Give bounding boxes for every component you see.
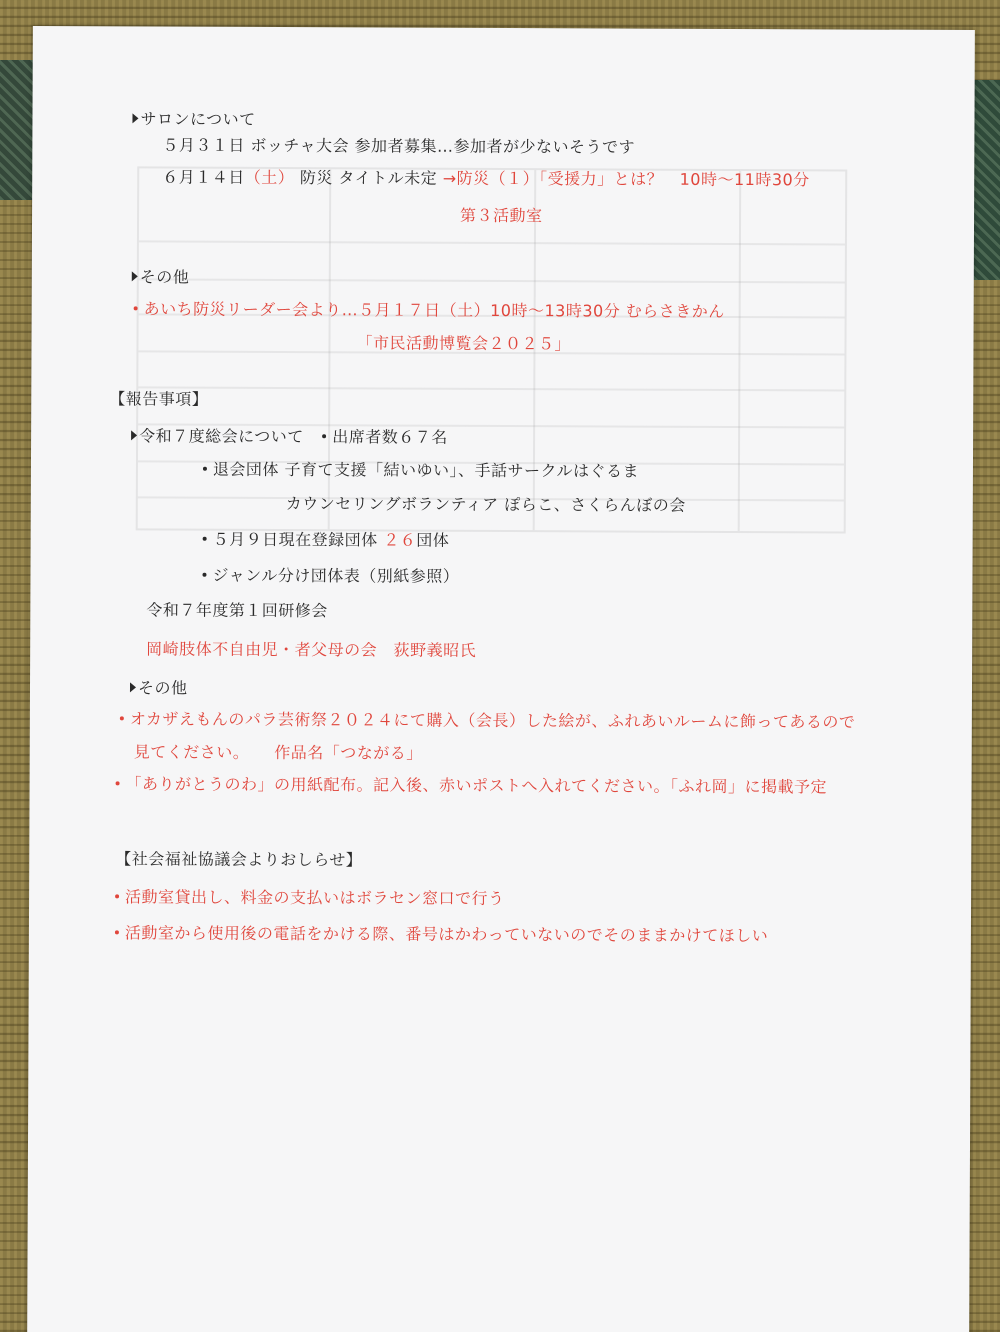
salon-line-bocce: ５月３１日 ボッチャ大会 参加者募集…参加者が少ないそうです xyxy=(162,135,636,157)
other-heading-2: その他 xyxy=(130,675,188,698)
other2-item2: 「ありがとうのわ」の用紙配布。記入後、赤いポストへ入れてください。「ふれ岡」に掲載予定 xyxy=(114,771,828,797)
other2-item1: オカザえもんのパラ芸術祭２０２４にて購入（会長）した絵が、ふれあいルームに飾ってあるので xyxy=(118,706,856,732)
bullet-icon xyxy=(322,434,326,438)
document-page xyxy=(27,26,975,1332)
bullet-icon xyxy=(203,467,207,471)
report-withdrawn-2: カウンセリングボランティア ぽらこ、さくらんぼの会 xyxy=(285,494,686,515)
report-genre: ジャンル分け団体表（別紙参照） xyxy=(200,563,459,587)
report-lecturer: 岡崎肢体不自由児・者父母の会 荻野義昭氏 xyxy=(146,639,477,660)
bullet-icon xyxy=(115,930,119,934)
salon-line-disaster: ６月１４日（土） 防災 タイトル未定 →防災（１）「受援力」とは？ 10時〜11時30分 xyxy=(162,167,810,190)
council-item1: 活動室貸出し、料金の支払いはボラセン窓口で行う xyxy=(113,884,505,909)
report-withdrawn: 退会団体 子育て支援「結いゆい」、手話サークルはぐるま xyxy=(201,457,639,482)
triangle-marker-icon xyxy=(132,271,138,281)
bullet-icon xyxy=(134,306,138,310)
other1-item: あいち防災リーダー会より…５月１７日（土）10時〜13時30分 むらさきかん xyxy=(132,296,725,322)
salon-heading: サロンについて xyxy=(132,106,255,130)
triangle-marker-icon xyxy=(130,682,136,692)
bullet-icon xyxy=(116,781,120,785)
bullet-icon xyxy=(120,716,124,720)
other-heading-1: その他 xyxy=(132,264,190,287)
report-training: 令和７年度第１回研修会 xyxy=(146,600,328,621)
bullet-icon xyxy=(203,537,207,541)
other1-event: 「市民活動博覧会２０２５」 xyxy=(356,333,572,354)
salon-room: 第３活動室 xyxy=(460,205,543,226)
council-heading: 【社会福祉協議会よりおしらせ】 xyxy=(115,849,363,870)
report-general-meeting: 令和７度総会について 出席者数６７名 xyxy=(131,423,448,447)
bullet-icon xyxy=(202,573,206,577)
triangle-marker-icon xyxy=(131,430,137,440)
triangle-marker-icon xyxy=(132,113,138,123)
bullet-icon xyxy=(115,894,119,898)
report-heading: 【報告事項】 xyxy=(109,389,209,409)
report-registered: ５月９日現在登録団体 ２６団体 xyxy=(201,527,450,551)
council-item2: 活動室から使用後の電話をかける際、番号はかわっていないのでそのままかけてほしい xyxy=(113,920,768,946)
other2-item1-cont: 見てください。 作品名「つながる」 xyxy=(133,742,423,763)
